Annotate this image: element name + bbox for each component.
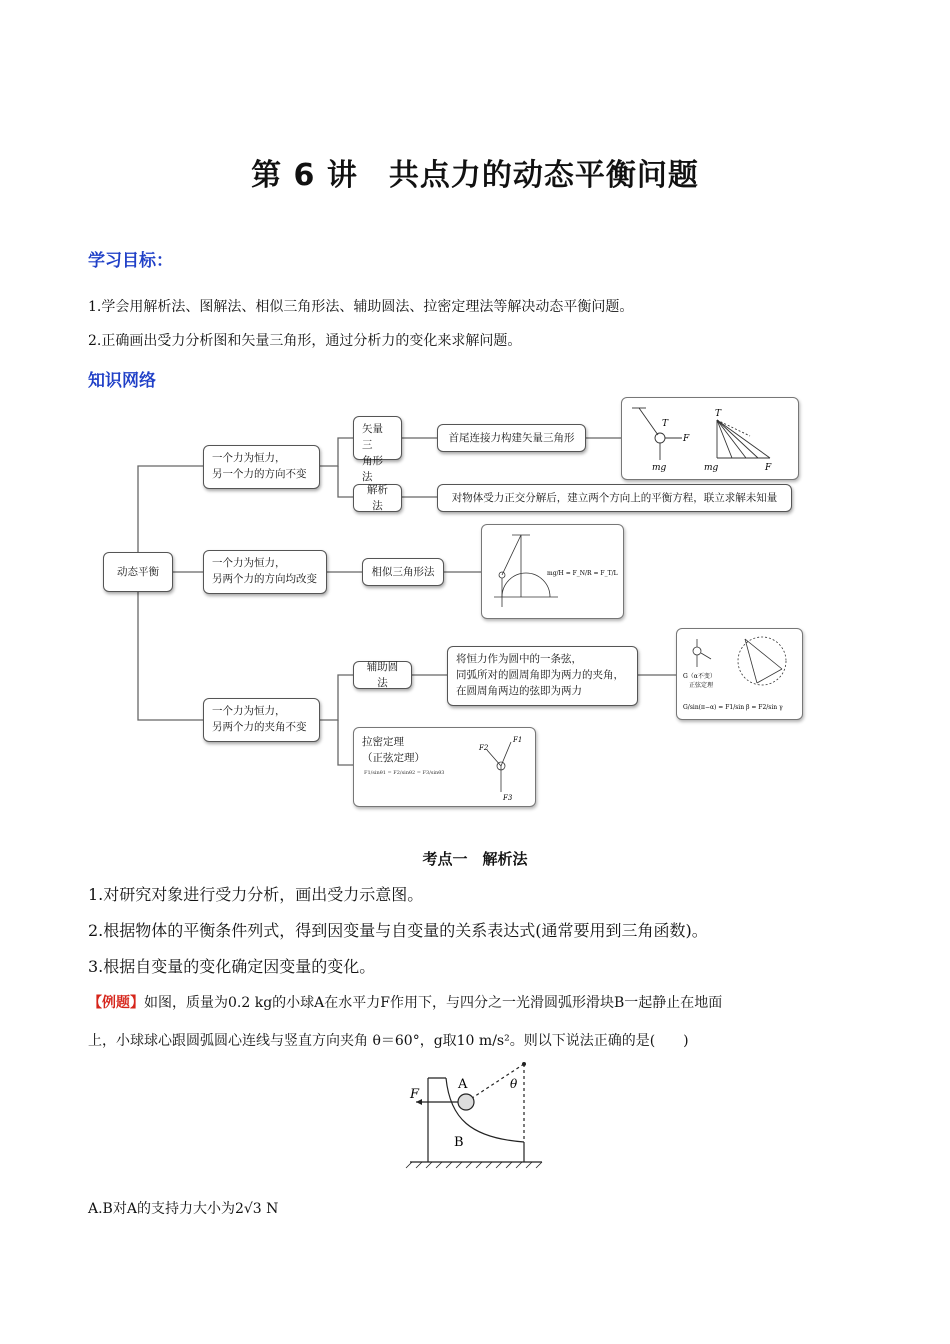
section-item-2: 2.根据物体的平衡条件列式，得到因变量与自变量的关系表达式(通常要用到三角函数)。	[88, 921, 708, 940]
lami-F2: F2	[479, 744, 489, 752]
objective-item-1: 1.学会用解析法、图解法、相似三角形法、辅助圆法、拉密定理法等解决动态平衡问题。	[88, 299, 634, 315]
lami-formula: F1/sinθ1 = F2/sinθ2 = F3/sinθ3	[364, 770, 445, 776]
vt-F-left: F	[683, 434, 690, 444]
vector-triangle-diagram	[622, 398, 798, 479]
objectives-heading: 学习目标：	[88, 251, 173, 271]
vt-mg-left: mg	[652, 463, 667, 473]
vt-F-right: F	[765, 463, 772, 473]
lami-diagram	[474, 730, 534, 805]
aux-formula: G/sin(π−α) = F1/sin β = F2/sin γ	[683, 704, 783, 711]
case-box-3: 一个力为恒力， 另两个力的夹角不变	[203, 698, 320, 742]
network-heading: 知识网络	[88, 371, 156, 391]
lami-F1: F1	[513, 736, 523, 744]
vt-T-left: T	[662, 419, 669, 429]
method-similar-triangles: 相似三角形法	[362, 558, 444, 586]
method-vector-triangle: 矢量三 角形法	[353, 416, 402, 460]
lami-title: 拉密定理 （正弦定理）	[362, 736, 425, 764]
aux-note: G（α不变）	[683, 673, 716, 680]
section-item-3: 3.根据自变量的变化确定因变量的变化。	[88, 957, 376, 976]
example-F-label: F	[410, 1087, 420, 1102]
method-auxiliary-circle: 辅助圆法	[353, 661, 412, 689]
example-line-1	[88, 992, 722, 1012]
lami-theorem-box	[353, 727, 536, 807]
vt-mg-right: mg	[704, 463, 719, 473]
example-A-label: A	[458, 1077, 468, 1092]
similar-formula: mg/H = F_N/R = F_T/L	[547, 570, 618, 577]
lami-F3: F3	[503, 794, 513, 802]
example-figure	[400, 1058, 550, 1170]
method-analytic: 解析法	[353, 484, 402, 512]
section-heading: 考点一 解析法	[422, 850, 528, 868]
analytic-desc: 对物体受力正交分解后，建立两个方向上的平衡方程，联立求解未知量	[437, 484, 792, 512]
objective-item-2: 2.正确画出受力分析图和矢量三角形，通过分析力的变化来求解问题。	[88, 333, 522, 349]
example-text-1: 如图，质量为0.2 kg的小球A在水平力F作用下，与四分之一光滑圆弧形滑块B一起静止在地面	[144, 995, 723, 1011]
aux-law: 正弦定理	[689, 682, 714, 689]
vt-T-right: T	[715, 409, 722, 419]
example-theta-label: θ	[510, 1077, 518, 1091]
similar-triangles-figure	[481, 524, 624, 619]
example-line-2: 上，小球球心跟圆弧圆心连线与竖直方向夹角 θ＝60°，g取10 m/s²。则以下说法正确的是( )	[88, 1033, 689, 1049]
case-box-1: 一个力为恒力， 另一个力的方向不变	[203, 445, 320, 489]
aux-circle-diagram	[677, 629, 802, 719]
aux-desc: 将恒力作为圆中的一条弦， 同弧所对的圆周角即为两力的夹角， 在圆周角两边的弦即为两力	[447, 646, 638, 706]
section-item-1: 1.对研究对象进行受力分析，画出受力示意图。	[88, 885, 424, 904]
option-a: A.B对A的支持力大小为2√3 N	[88, 1201, 279, 1217]
vector-triangle-figure	[621, 397, 799, 480]
example-B-label: B	[454, 1135, 464, 1150]
page-title: 第 6 讲 共点力的动态平衡问题	[251, 158, 699, 193]
example-tag: 【例题】	[88, 995, 144, 1011]
aux-circle-figure	[676, 628, 803, 720]
vector-desc: 首尾连接力构建矢量三角形	[437, 424, 586, 452]
similar-triangles-diagram	[482, 525, 623, 618]
case-box-2: 一个力为恒力， 另两个力的方向均改变	[203, 550, 327, 594]
mindmap-root: 动态平衡	[103, 552, 173, 592]
